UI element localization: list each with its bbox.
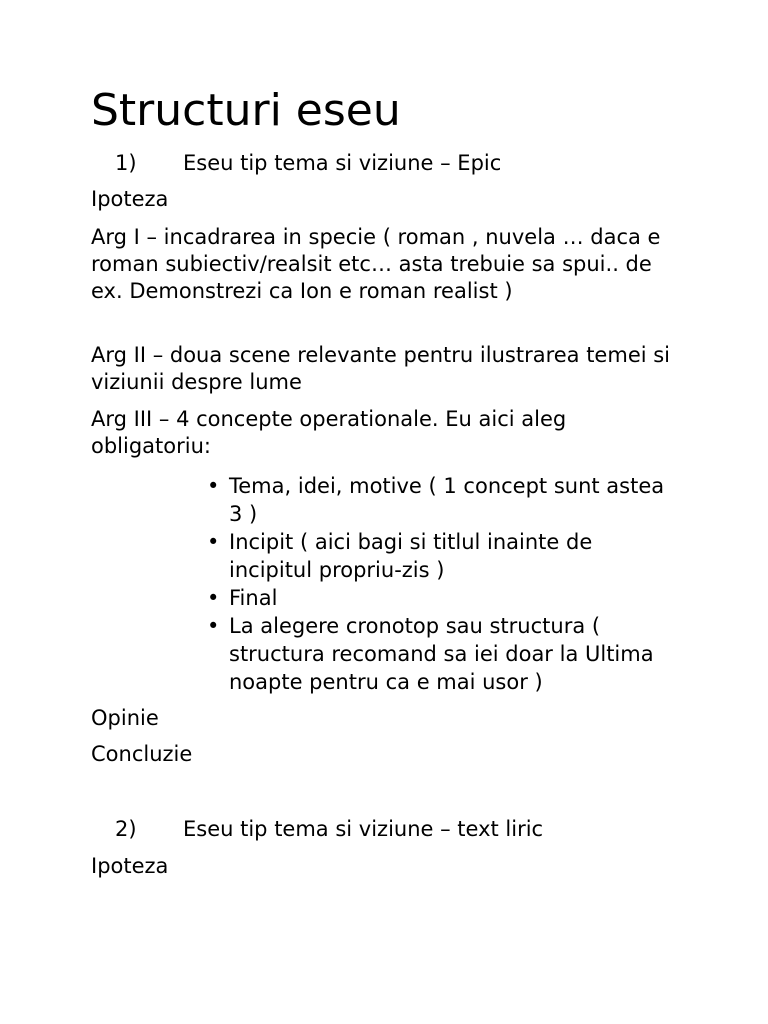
ipoteza-paragraph-1: Ipoteza	[91, 187, 169, 211]
bullet-item	[206, 528, 676, 584]
bullet-item	[206, 472, 676, 528]
bullet-icon: •	[207, 474, 220, 498]
bullet-item	[206, 612, 676, 696]
section-1-title: Eseu tip tema si viziune – Epic	[183, 151, 502, 175]
bullet-text: La alegere cronotop sau structura ( structura recomand sa iei doar la Ultima noapte pentru ca e mai usor )	[229, 614, 654, 694]
concepts-bullet-list	[206, 472, 676, 696]
bullet-text: Tema, idei, motive ( 1 concept sunt astea 3 )	[229, 474, 665, 526]
section-1-number: 1)	[115, 151, 137, 175]
arg-2-paragraph: Arg II – doua scene relevante pentru ilustrarea temei si viziunii despre lume	[91, 343, 671, 394]
bullet-text: Incipit ( aici bagi si titlul inainte de incipitul propriu-zis )	[229, 530, 593, 582]
section-2-title: Eseu tip tema si viziune – text liric	[183, 817, 544, 841]
arg-3-paragraph: Arg III – 4 concepte operationale. Eu aici aleg obligatoriu:	[91, 407, 567, 458]
arg-1-paragraph: Arg I – incadrarea in specie ( roman , nuvela … daca e roman subiectiv/realsit etc… asta trebuie sa spui.. de ex. Demonstrezi ca Ion e roman realist )	[91, 225, 661, 303]
bullet-item	[206, 584, 676, 612]
bullet-icon: •	[207, 614, 220, 638]
document-title: Structuri eseu	[91, 85, 401, 136]
opinie-paragraph: Opinie	[91, 706, 159, 730]
section-2-number: 2)	[115, 817, 137, 841]
bullet-text: Final	[229, 586, 278, 610]
ipoteza-paragraph-2: Ipoteza	[91, 854, 169, 878]
bullet-icon: •	[207, 530, 220, 554]
bullet-icon: •	[207, 586, 220, 610]
concluzie-paragraph: Concluzie	[91, 742, 193, 766]
